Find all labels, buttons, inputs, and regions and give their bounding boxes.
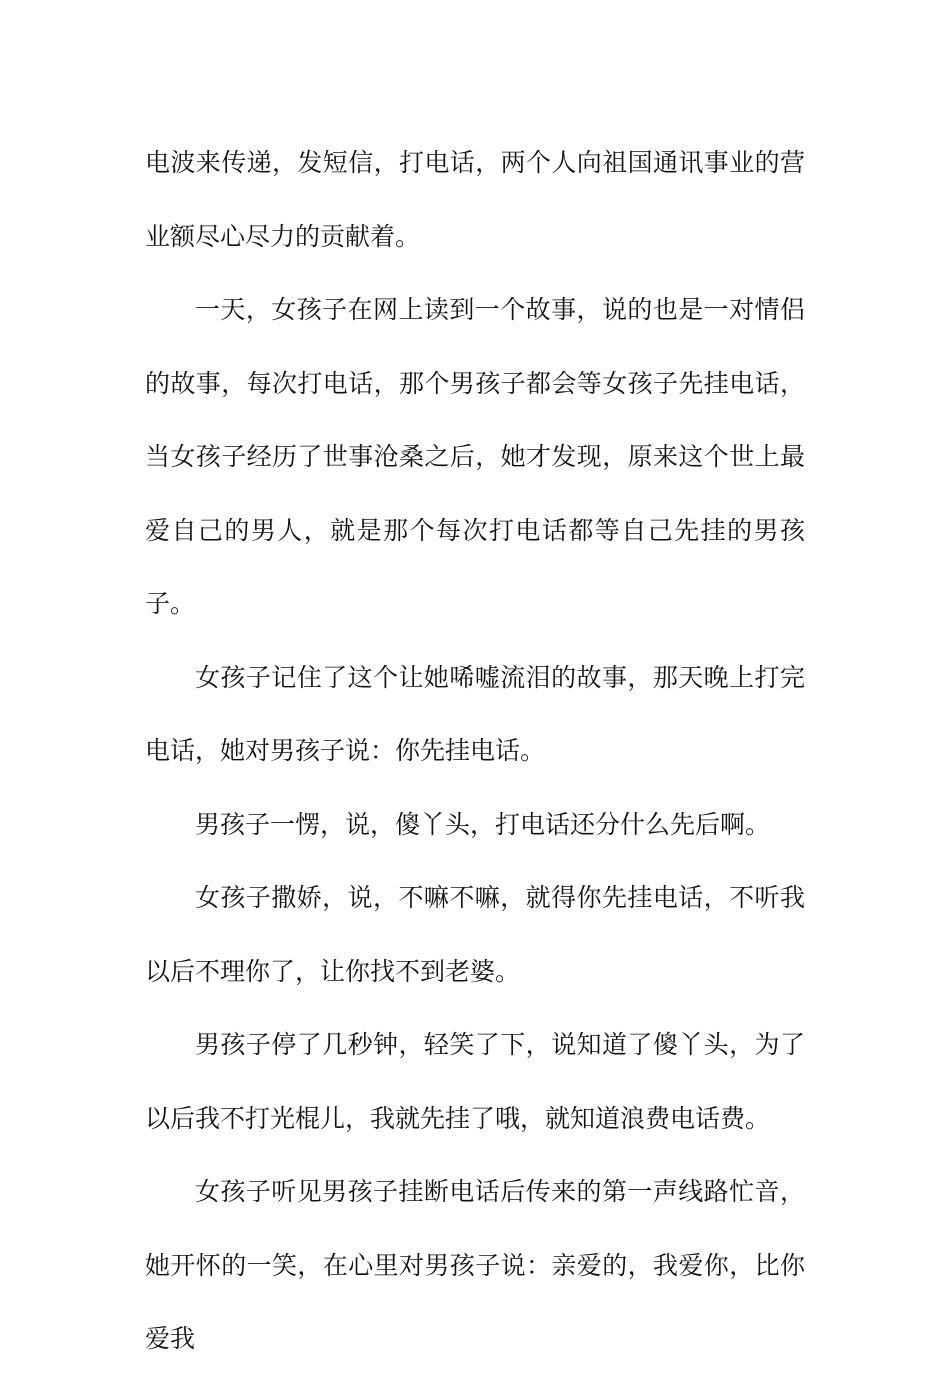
- paragraph-6: 男孩子停了几秒钟，轻笑了下，说知道了傻丫头，为了以后我不打光棍儿，我就先挂了哦，就知道浪费电话费。: [145, 1030, 805, 1133]
- paragraph-1: 电波来传递，发短信，打电话，两个人向祖国通讯事业的营业额尽心尽力的贡献着。: [145, 148, 805, 251]
- paragraph-4: 男孩子一愣，说，傻丫头，打电话还分什么先后啊。: [195, 809, 771, 839]
- paragraph-2: 一天，女孩子在网上读到一个故事，说的也是一对情侣的故事，每次打电话，那个男孩子都会等女孩子先挂电话，当女孩子经历了世事沧桑之后，她才发现，原来这个世上最爱自己的男人，就是那个每次打电话都等自己先挂的男孩子。: [145, 295, 805, 618]
- paragraph-3: 女孩子记住了这个让她唏嘘流泪的故事，那天晚上打完电话，她对男孩子说：你先挂电话。: [145, 662, 805, 765]
- body-text: [145, 126, 805, 1376]
- paragraph-7: 女孩子听见男孩子挂断电话后传来的第一声线路忙音，她开怀的一笑，在心里对男孩子说：亲爱的，我爱你，比你爱我: [145, 1177, 805, 1353]
- paragraph-5: 女孩子撒娇，说，不嘛不嘛，就得你先挂电话，不听我以后不理你了，让你找不到老婆。: [145, 883, 805, 986]
